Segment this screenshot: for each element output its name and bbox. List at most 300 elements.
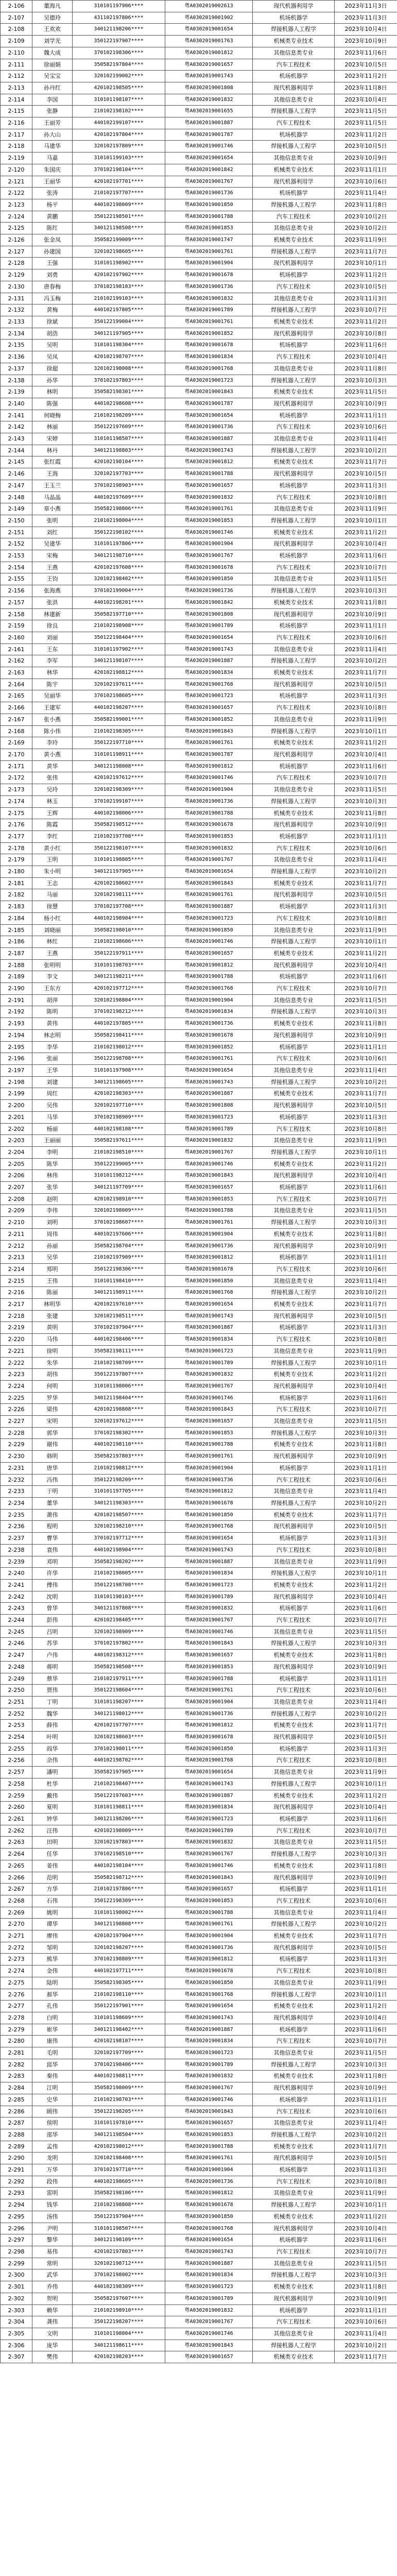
table-row: [1, 807, 397, 819]
name-cell: 廖伟: [32, 1930, 73, 1942]
issue-date-cell: 2023年10月1日: [335, 1357, 397, 1369]
certificate-number-cell: 粤A0302019001832: [165, 1369, 253, 1381]
row-number-cell: 2-171: [1, 760, 32, 772]
id-number-cell: 440102198108****: [73, 1123, 165, 1135]
certificate-number-cell: 粤A0302019001761: [165, 1053, 253, 1065]
id-number-cell: 370102197904****: [73, 1322, 165, 1334]
job-type-cell: 机械类专业技术: [253, 164, 335, 176]
row-number-cell: 2-117: [1, 129, 32, 141]
id-number-cell: 370102198103****: [73, 281, 165, 293]
row-number-cell: 2-163: [1, 667, 32, 679]
name-cell: 黄小红: [32, 842, 73, 854]
id-number-cell: 210102197707****: [73, 188, 165, 199]
name-cell: 崔华: [32, 2024, 73, 2036]
issue-date-cell: 2023年11月8日: [335, 2281, 397, 2293]
certificate-number-cell: 粤A0302019001736: [165, 1240, 253, 1252]
row-number-cell: 2-213: [1, 1252, 32, 1264]
name-cell: 李军: [32, 655, 73, 667]
table-row: [1, 527, 397, 538]
job-type-cell: 现代机器利用学: [253, 1872, 335, 1884]
issue-date-cell: 2023年10月3日: [335, 375, 397, 386]
certificate-number-cell: 粤A0302019001832: [165, 1135, 253, 1147]
row-number-cell: 2-217: [1, 1299, 32, 1311]
row-number-cell: 2-219: [1, 1322, 32, 1334]
name-cell: 吕明: [32, 1626, 73, 1638]
certificate-number-cell: 粤A0302019001767: [165, 1146, 253, 1158]
issue-date-cell: 2023年10月8日: [335, 1123, 397, 1135]
table-row: [1, 2340, 397, 2351]
issue-date-cell: 2023年11月9日: [335, 503, 397, 515]
table-row: [1, 468, 397, 480]
row-number-cell: 2-222: [1, 1357, 32, 1369]
name-cell: 钟华: [32, 1813, 73, 1825]
issue-date-cell: 2023年11月2日: [335, 1579, 397, 1591]
id-number-cell: 350582198411****: [73, 1029, 165, 1041]
table-row: [1, 1380, 397, 1392]
row-number-cell: 2-145: [1, 456, 32, 468]
id-number-cell: 350582198111****: [73, 1345, 165, 1357]
table-row: [1, 281, 397, 293]
row-number-cell: 2-292: [1, 2176, 32, 2188]
row-number-cell: 2-267: [1, 1884, 32, 1895]
row-number-cell: 2-108: [1, 24, 32, 36]
name-cell: 宋梅: [32, 550, 73, 562]
issue-date-cell: 2023年10月2日: [335, 1498, 397, 1510]
certificate-number-cell: 粤A0302019001887: [165, 655, 253, 667]
id-number-cell: 350122198501****: [73, 211, 165, 223]
certificate-number-cell: 粤A0302019001852: [165, 328, 253, 340]
name-cell: 王志: [32, 877, 73, 889]
id-number-cell: 340121197709****: [73, 1182, 165, 1194]
job-type-cell: 其他信息类专业: [253, 714, 335, 725]
name-cell: 李国: [32, 94, 73, 106]
certificate-number-cell: 粤A0302019001736: [165, 1018, 253, 1030]
certificate-number-cell: 粤A0302019001850: [165, 573, 253, 585]
id-number-cell: 440102198201****: [73, 597, 165, 608]
table-row: [1, 1029, 397, 1041]
table-row: [1, 1322, 397, 1334]
issue-date-cell: 2023年10月4日: [335, 959, 397, 971]
name-cell: 魏华: [32, 1708, 73, 1720]
table-row: [1, 2082, 397, 2094]
issue-date-cell: 2023年11月4日: [335, 1486, 397, 1498]
job-type-cell: 汽车工程技术: [253, 2106, 335, 2117]
row-number-cell: 2-172: [1, 772, 32, 784]
certificate-number-cell: 粤A0302019001904: [165, 1228, 253, 1240]
certificate-number-cell: 粤A0302019001812: [165, 456, 253, 468]
certificate-number-cell: 粤A0302019001843: [165, 1404, 253, 1416]
table-row: [1, 889, 397, 901]
job-type-cell: 机场机器学: [253, 340, 335, 351]
id-number-cell: 340121198710****: [73, 550, 165, 562]
certificate-number-cell: 粤A0302019001768: [165, 363, 253, 375]
table-row: [1, 199, 397, 211]
id-number-cell: 340121198911****: [73, 1287, 165, 1299]
name-cell: 秦伟: [32, 2071, 73, 2082]
table-row: [1, 94, 397, 106]
issue-date-cell: 2023年11月8日: [335, 1228, 397, 1240]
table-row: [1, 2012, 397, 2024]
table-row: [1, 71, 397, 82]
row-number-cell: 2-229: [1, 1439, 32, 1451]
row-number-cell: 2-106: [1, 1, 32, 12]
certificate-number-cell: 粤A0302019001761: [165, 503, 253, 515]
name-cell: 曾华: [32, 1603, 73, 1615]
job-type-cell: 其他信息类专业: [253, 994, 335, 1006]
name-cell: 张明明: [32, 959, 73, 971]
certificate-number-cell: 粤A0302019001761: [165, 737, 253, 749]
row-number-cell: 2-275: [1, 1977, 32, 1989]
id-number-cell: 320102198804****: [73, 994, 165, 1006]
id-number-cell: 310101198902****: [73, 258, 165, 269]
name-cell: 史华: [32, 2094, 73, 2106]
issue-date-cell: 2023年11月5日: [335, 106, 397, 117]
id-number-cell: 210102197909****: [73, 1252, 165, 1264]
job-type-cell: 其他信息类专业: [253, 1205, 335, 1217]
table-row: [1, 2269, 397, 2281]
issue-date-cell: 2023年11月6日: [335, 2234, 397, 2246]
issue-date-cell: 2023年11月1日: [335, 831, 397, 842]
id-number-cell: 210102198209****: [73, 410, 165, 421]
table-row: [1, 1498, 397, 1510]
job-type-cell: 焊接机器人工程学: [253, 1849, 335, 1860]
table-row: [1, 1404, 397, 1416]
id-number-cell: 310101198207****: [73, 1696, 165, 1708]
certificate-number-cell: 粤A0302019001657: [165, 59, 253, 71]
job-type-cell: 机械类专业技术: [253, 1369, 335, 1381]
job-type-cell: 机械类专业技术: [253, 2351, 335, 2363]
id-number-cell: 420102198405****: [73, 1615, 165, 1626]
certificate-number-cell: 粤A0302019001767: [165, 1849, 253, 1860]
issue-date-cell: 2023年10月9日: [335, 819, 397, 831]
row-number-cell: 2-127: [1, 246, 32, 258]
job-type-cell: 机场机器学: [253, 620, 335, 632]
name-cell: 阎华: [32, 1743, 73, 1755]
id-number-cell: 350582198301****: [73, 386, 165, 398]
table-row: [1, 538, 397, 550]
certificate-number-cell: 粤A0302019001850: [165, 2211, 253, 2223]
certificate-number-cell: 粤A0302019001761: [165, 1919, 253, 1930]
table-row: [1, 2351, 397, 2363]
table-row: [1, 550, 397, 562]
table-row: [1, 1392, 397, 1404]
certificate-number-cell: 粤A0302019001887: [165, 2258, 253, 2269]
job-type-cell: 机场机器学: [253, 1603, 335, 1615]
name-cell: 董华: [32, 1498, 73, 1510]
issue-date-cell: 2023年10月9日: [335, 2293, 397, 2304]
table-row: [1, 1451, 397, 1463]
id-number-cell: 370102197708****: [73, 901, 165, 913]
job-type-cell: 机械类专业技术: [253, 1018, 335, 1030]
certificate-number-cell: 粤A0302019001808: [165, 608, 253, 620]
job-type-cell: 焊接机器人工程学: [253, 1217, 335, 1229]
certificate-number-cell: 粤A0302019001746: [165, 2328, 253, 2340]
table-row: [1, 1474, 397, 1486]
table-row: [1, 258, 397, 269]
row-number-cell: 2-244: [1, 1615, 32, 1626]
issue-date-cell: 2023年10月5日: [335, 679, 397, 690]
job-type-cell: 其他信息类专业: [253, 1275, 335, 1287]
issue-date-cell: 2023年10月3日: [335, 1217, 397, 1229]
name-cell: 文明: [32, 2328, 73, 2340]
id-number-cell: 350122199004****: [73, 316, 165, 328]
job-type-cell: 其他信息类专业: [253, 363, 335, 375]
name-cell: 朱小明: [32, 866, 73, 878]
id-number-cell: 310101197906****: [73, 1, 165, 12]
id-number-cell: 350582198704****: [73, 1240, 165, 1252]
id-number-cell: 350122199005****: [73, 1158, 165, 1170]
issue-date-cell: 2023年11月4日: [335, 1696, 397, 1708]
id-number-cell: 370102198104****: [73, 164, 165, 176]
table-row: [1, 1755, 397, 1767]
table-row: [1, 1486, 397, 1498]
certificate-number-cell: 粤A0302019001832: [165, 1603, 253, 1615]
name-cell: 金伟: [32, 1965, 73, 1977]
id-number-cell: 210102198110****: [73, 1989, 165, 2001]
job-type-cell: 机械类专业技术: [253, 2211, 335, 2223]
table-row: [1, 690, 397, 702]
name-cell: 黄华: [32, 760, 73, 772]
name-cell: 沈明: [32, 1591, 73, 1603]
certificate-number-cell: 粤A0302019001904: [165, 258, 253, 269]
certificate-number-cell: 粤A0302019001887: [165, 901, 253, 913]
issue-date-cell: 2023年11月9日: [335, 714, 397, 725]
name-cell: 吴伟: [32, 1100, 73, 1112]
id-number-cell: 320102198009****: [73, 1205, 165, 1217]
table-row: [1, 2188, 397, 2199]
name-cell: 张丽: [32, 1053, 73, 1065]
certificate-number-cell: 粤A0302019001678: [165, 269, 253, 281]
table-row: [1, 597, 397, 608]
issue-date-cell: 2023年11月4日: [335, 854, 397, 866]
id-number-cell: 310101199103****: [73, 152, 165, 164]
row-number-cell: 2-201: [1, 1111, 32, 1123]
row-number-cell: 2-226: [1, 1404, 32, 1416]
certificate-number-cell: 粤A0302019001853: [165, 1427, 253, 1439]
issue-date-cell: 2023年11月3日: [335, 12, 397, 24]
table-row: [1, 1942, 397, 1954]
certificate-number-cell: 粤A0302019001788: [165, 1439, 253, 1451]
name-cell: 王建军: [32, 702, 73, 714]
table-row: [1, 1182, 397, 1194]
certificate-number-cell: 粤A0302019001788: [165, 1907, 253, 1919]
name-cell: 汪伟: [32, 1825, 73, 1837]
job-type-cell: 焊接机器人工程学: [253, 106, 335, 117]
id-number-cell: 310101198006****: [73, 1380, 165, 1392]
row-number-cell: 2-137: [1, 363, 32, 375]
row-number-cell: 2-160: [1, 632, 32, 643]
row-number-cell: 2-227: [1, 1416, 32, 1428]
row-number-cell: 2-305: [1, 2328, 32, 2340]
issue-date-cell: 2023年11月2日: [335, 71, 397, 82]
table-row: [1, 1626, 397, 1638]
row-number-cell: 2-179: [1, 854, 32, 866]
job-type-cell: 机场机器学: [253, 129, 335, 141]
issue-date-cell: 2023年10月2日: [335, 223, 397, 234]
issue-date-cell: 2023年11月4日: [335, 188, 397, 199]
certificate-number-cell: 粤A0302019001808: [165, 82, 253, 94]
table-row: [1, 2047, 397, 2059]
name-cell: 马建华: [32, 141, 73, 152]
issue-date-cell: 2023年11月7日: [335, 2351, 397, 2363]
row-number-cell: 2-144: [1, 445, 32, 456]
table-row: [1, 1825, 397, 1837]
name-cell: 徐超: [32, 363, 73, 375]
name-cell: 孙丹红: [32, 82, 73, 94]
job-type-cell: 其他信息类专业: [253, 152, 335, 164]
name-cell: 吴丽华: [32, 690, 73, 702]
certificate-number-cell: 粤A0302019001843: [165, 386, 253, 398]
job-type-cell: 汽车工程技术: [253, 1123, 335, 1135]
row-number-cell: 2-206: [1, 1170, 32, 1182]
issue-date-cell: 2023年10月7日: [335, 562, 397, 573]
table-row: [1, 456, 397, 468]
row-number-cell: 2-176: [1, 819, 32, 831]
job-type-cell: 汽车工程技术: [253, 1053, 335, 1065]
name-cell: 郭华: [32, 1427, 73, 1439]
certificate-number-cell: 粤A0302019001787: [165, 129, 253, 141]
name-cell: 王明: [32, 854, 73, 866]
row-number-cell: 2-230: [1, 1451, 32, 1463]
row-number-cell: 2-111: [1, 59, 32, 71]
name-cell: 袁伟: [32, 1544, 73, 1556]
row-number-cell: 2-272: [1, 1942, 32, 1954]
id-number-cell: 210102198808****: [73, 2199, 165, 2211]
job-type-cell: 焊接机器人工程学: [253, 1357, 335, 1369]
id-number-cell: 420102197803****: [73, 2246, 165, 2258]
id-number-cell: 370102198605****: [73, 690, 165, 702]
row-number-cell: 2-183: [1, 901, 32, 913]
certificate-number-cell: 粤A0302019001887: [165, 433, 253, 445]
name-cell: 邹明: [32, 1942, 73, 1954]
issue-date-cell: 2023年10月3日: [335, 2059, 397, 2071]
table-row: [1, 363, 397, 375]
certificate-number-cell: 粤A0302019001746: [165, 527, 253, 538]
id-number-cell: 210102198305****: [73, 725, 165, 737]
certificate-number-cell: 粤A0302019001678: [165, 819, 253, 831]
row-number-cell: 2-177: [1, 831, 32, 842]
row-number-cell: 2-134: [1, 328, 32, 340]
name-cell: 张明: [32, 515, 73, 527]
name-cell: 陈强: [32, 398, 73, 410]
job-type-cell: 机械类专业技术: [253, 1720, 335, 1732]
job-type-cell: 其他信息类专业: [253, 2328, 335, 2340]
issue-date-cell: 2023年10月7日: [335, 983, 397, 995]
certificate-number-cell: 粤A0302019001834: [165, 351, 253, 363]
table-row: [1, 106, 397, 117]
name-cell: 方华: [32, 1884, 73, 1895]
certificate-number-cell: 粤A0302019001788: [165, 211, 253, 223]
certificate-number-cell: 粤A0302019001812: [165, 1954, 253, 1965]
table-row: [1, 2258, 397, 2269]
name-cell: 易伟: [32, 2246, 73, 2258]
id-number-cell: 210102198606****: [73, 936, 165, 948]
certificate-number-cell: 粤A0302019001736: [165, 585, 253, 597]
certificate-number-cell: 粤A0302019001767: [165, 550, 253, 562]
row-number-cell: 2-126: [1, 234, 32, 246]
name-cell: 刘建: [32, 1076, 73, 1088]
issue-date-cell: 2023年10月8日: [335, 2176, 397, 2188]
name-cell: 宋明: [32, 1416, 73, 1428]
id-number-cell: 420102198203****: [73, 2351, 165, 2363]
certificate-number-cell: 粤A0302019001812: [165, 1720, 253, 1732]
job-type-cell: 汽车工程技术: [253, 2176, 335, 2188]
table-row: [1, 47, 397, 59]
table-row: [1, 386, 397, 398]
id-number-cell: 370102198002****: [73, 2269, 165, 2281]
name-cell: 张小燕: [32, 714, 73, 725]
row-number-cell: 2-149: [1, 503, 32, 515]
table-row: [1, 1802, 397, 1814]
issue-date-cell: 2023年10月4日: [335, 1802, 397, 1814]
job-type-cell: 机械类专业技术: [253, 667, 335, 679]
table-row: [1, 410, 397, 421]
name-cell: 顾伟: [32, 2106, 73, 2117]
name-cell: 潘明: [32, 1767, 73, 1778]
name-cell: 蒋明: [32, 1661, 73, 1673]
name-cell: 马晶晶: [32, 492, 73, 503]
name-cell: 唐华: [32, 1462, 73, 1474]
job-type-cell: 其他信息类专业: [253, 1135, 335, 1147]
job-type-cell: 现代机器利用学: [253, 1380, 335, 1392]
issue-date-cell: 2023年10月4日: [335, 24, 397, 36]
issue-date-cell: 2023年11月8日: [335, 1650, 397, 1662]
row-number-cell: 2-261: [1, 1813, 32, 1825]
certificate-number-cell: 粤A0302019001904: [165, 784, 253, 796]
id-number-cell: 310101198609****: [73, 2012, 165, 2024]
table-row: [1, 1919, 397, 1930]
job-type-cell: 机械类专业技术: [253, 1930, 335, 1942]
id-number-cell: 370102198809****: [73, 1954, 165, 1965]
issue-date-cell: 2023年11月3日: [335, 1111, 397, 1123]
name-cell: 姚明: [32, 1907, 73, 1919]
row-number-cell: 2-170: [1, 749, 32, 761]
certificate-number-cell: 粤A0302019001788: [165, 971, 253, 983]
certificate-number-cell: 粤A0302019001723: [165, 690, 253, 702]
issue-date-cell: 2023年10月2日: [335, 2129, 397, 2141]
issue-date-cell: 2023年10月4日: [335, 1591, 397, 1603]
id-number-cell: 440102198406****: [73, 1334, 165, 1346]
table-row: [1, 1509, 397, 1521]
certificate-number-cell: 粤A0302019001832: [165, 293, 253, 304]
table-row: [1, 293, 397, 304]
job-type-cell: 其他信息类专业: [253, 924, 335, 936]
job-type-cell: 机场机器学: [253, 1462, 335, 1474]
name-cell: 薛伟: [32, 1720, 73, 1732]
row-number-cell: 2-231: [1, 1462, 32, 1474]
job-type-cell: 现代机器利用学: [253, 398, 335, 410]
issue-date-cell: 2023年10月7日: [335, 304, 397, 316]
certificate-number-cell: 粤A0302019001723: [165, 1111, 253, 1123]
id-number-cell: 350582197905****: [73, 1767, 165, 1778]
issue-date-cell: 2023年11月4日: [335, 1064, 397, 1076]
issue-date-cell: 2023年11月2日: [335, 2211, 397, 2223]
row-number-cell: 2-247: [1, 1650, 32, 1662]
name-cell: 邱华: [32, 2059, 73, 2071]
issue-date-cell: 2023年11月1日: [335, 1884, 397, 1895]
job-type-cell: 焊接机器人工程学: [253, 866, 335, 878]
id-number-cell: 350122197901****: [73, 2001, 165, 2012]
id-number-cell: 350122197907****: [73, 36, 165, 47]
row-number-cell: 2-164: [1, 679, 32, 690]
table-row: [1, 117, 397, 129]
id-number-cell: 350122198205****: [73, 2106, 165, 2117]
table-row: [1, 947, 397, 959]
certificate-number-cell: 粤A0302019001843: [165, 877, 253, 889]
id-number-cell: 310101198911****: [73, 749, 165, 761]
table-row: [1, 176, 397, 188]
table-row: [1, 936, 397, 948]
